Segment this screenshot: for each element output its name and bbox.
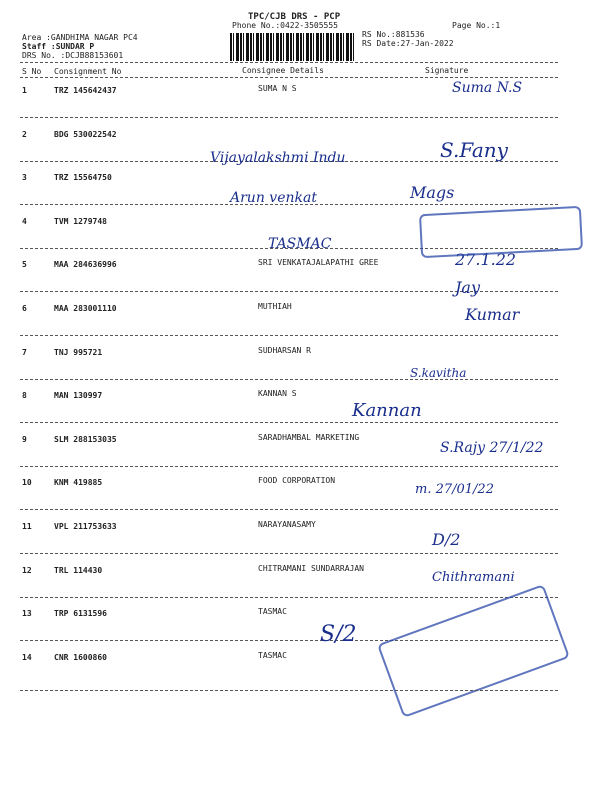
row-consignment: MAA 283001110 (54, 304, 117, 313)
row-consignment: TNJ 995721 (54, 348, 103, 357)
area-label: Area :GANDHIMA NAGAR PC4 (22, 33, 138, 42)
page-number: Page No.:1 (452, 21, 501, 30)
row-sno: 9 (22, 435, 27, 444)
row-consignee: SARADHAMBAL MARKETING (258, 433, 360, 442)
row-consignment: TRP 6131596 (54, 609, 107, 618)
row-sno: 8 (22, 391, 27, 400)
row-consignee: SUMA N S (258, 84, 297, 93)
handwritten-name-4: TASMAC (268, 236, 332, 252)
signature-12: Chithramani (432, 570, 515, 585)
row-divider (20, 466, 558, 467)
signature-1: Suma N.S (452, 80, 523, 96)
row-divider (20, 509, 558, 510)
signature-8: Kannan (352, 400, 422, 421)
row-divider (20, 379, 558, 380)
row-consignee: TASMAC (258, 651, 287, 660)
signature-10: m. 27/01/22 (415, 482, 494, 497)
phone-number: Phone No.:0422-3505555 (232, 21, 338, 30)
handwritten-name-2: Vijayalakshmi Indu (210, 150, 346, 166)
row-consignee: FOOD CORPORATION (258, 476, 336, 485)
barcode (230, 33, 356, 61)
columns-divider (20, 77, 558, 78)
col-consignment: Consignment No (54, 67, 122, 76)
signature-7: S.kavitha (410, 366, 467, 380)
row-consignee: SUDHARSAN R (258, 346, 311, 355)
rs-number: RS No.:881536 (362, 30, 425, 39)
row-consignee: MUTHIAH (258, 302, 292, 311)
footer-divider (20, 690, 558, 691)
row-consignment: TVM 1279748 (54, 217, 107, 226)
row-consignee: NARAYANASAMY (258, 520, 316, 529)
signature-13: S/2 (320, 622, 357, 647)
signature-2: S.Fany (440, 138, 508, 162)
row-sno: 13 (22, 609, 32, 618)
row-consignment: MAN 130997 (54, 391, 103, 400)
row-consignment: TRL 114430 (54, 566, 103, 575)
signature-5: Jay (455, 278, 480, 297)
row-sno: 10 (22, 478, 32, 487)
row-sno: 5 (22, 260, 27, 269)
row-consignment: TRZ 145642437 (54, 86, 117, 95)
office-stamp-top (419, 206, 583, 258)
signature-6: Kumar (465, 305, 520, 324)
row-sno: 7 (22, 348, 27, 357)
office-stamp-bottom (377, 584, 570, 718)
row-sno: 6 (22, 304, 27, 313)
handwritten-name-3: Arun venkat (230, 190, 317, 206)
row-consignment: VPL 211753633 (54, 522, 117, 531)
row-sno: 2 (22, 130, 27, 139)
drs-number: DRS No. :DCJB88153601 (22, 51, 124, 60)
rs-date: RS Date:27-Jan-2022 (362, 39, 454, 48)
row-sno: 12 (22, 566, 32, 575)
row-consignment: MAA 284636996 (54, 260, 117, 269)
row-consignment: KNM 419885 (54, 478, 103, 487)
row-divider (20, 335, 558, 336)
row-consignee: SRI VENKATAJALAPATHI GREE (258, 258, 379, 267)
date-5: 27.1.22 (455, 250, 517, 269)
row-sno: 1 (22, 86, 27, 95)
signature-9: S.Rajy 27/1/22 (440, 440, 544, 456)
row-divider (20, 553, 558, 554)
row-divider (20, 597, 558, 598)
report-title: TPC/CJB DRS - PCP (248, 12, 341, 22)
row-consignment: TRZ 15564750 (54, 173, 112, 182)
row-divider (20, 117, 558, 118)
row-consignment: CNR 1600860 (54, 653, 107, 662)
col-consignee: Consignee Details (242, 66, 324, 75)
header-divider (20, 62, 558, 63)
row-consignee: CHITRAMANI SUNDARRAJAN (258, 564, 364, 573)
row-consignee: KANNAN S (258, 389, 297, 398)
row-divider (20, 422, 558, 423)
row-sno: 14 (22, 653, 32, 662)
row-consignment: BDG 530022542 (54, 130, 117, 139)
row-consignment: SLM 288153035 (54, 435, 117, 444)
row-sno: 3 (22, 173, 27, 182)
signature-11: D/2 (432, 530, 461, 549)
staff-label: Staff :SUNDAR P (22, 42, 95, 51)
row-consignee: TASMAC (258, 607, 287, 616)
col-signature: Signature (425, 66, 469, 75)
col-sno: S No (22, 67, 42, 76)
row-sno: 11 (22, 522, 32, 531)
row-sno: 4 (22, 217, 27, 226)
signature-3: Mags (410, 183, 455, 202)
